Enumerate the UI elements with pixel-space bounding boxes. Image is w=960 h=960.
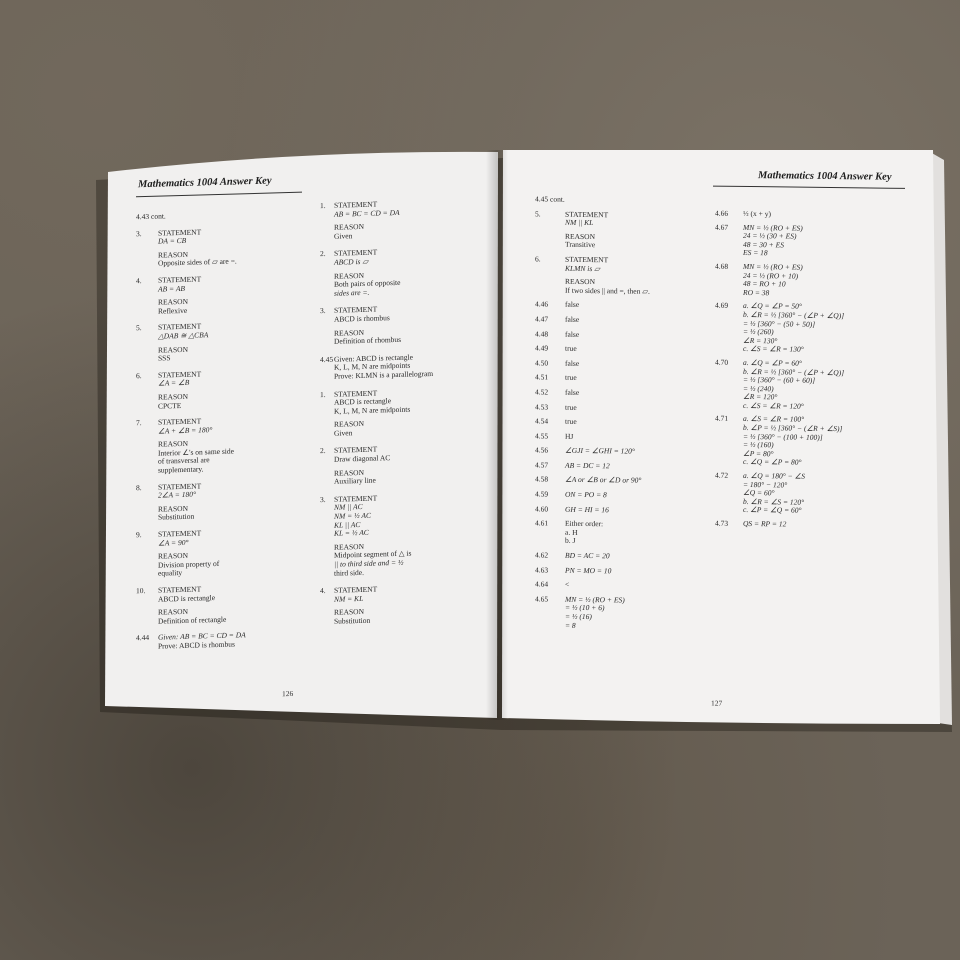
answer-entry <box>535 255 710 297</box>
answer-line: ∠A or ∠B or ∠D or 90° <box>565 475 642 486</box>
answer-line: K, L, M, N are midpoints <box>334 404 411 416</box>
answer-number: 4.54 <box>535 416 549 426</box>
answer-line: Draw diagonal AC <box>334 453 391 464</box>
answer-body <box>158 482 201 523</box>
answer-body <box>565 403 577 412</box>
left-header-rule <box>136 192 302 198</box>
answer-body <box>334 388 410 438</box>
answer-number: 4.52 <box>535 387 549 397</box>
answer-line: NM = KL <box>334 593 364 604</box>
answer-number: 4.48 <box>535 328 549 339</box>
answer-number: 7. <box>136 418 142 428</box>
right-page-number: 127 <box>711 698 723 708</box>
answer-line: ∠A = 90° <box>158 537 189 548</box>
answer-line: true <box>565 343 577 354</box>
answer-line: c. ∠S = ∠R = 120° <box>743 400 804 411</box>
answer-entry <box>535 505 710 516</box>
answer-number: 4.47 <box>535 314 549 324</box>
answer-body <box>565 462 610 471</box>
answer-body <box>565 581 569 590</box>
answer-body <box>565 389 579 398</box>
answer-line: REASON <box>334 607 365 618</box>
answer-entry <box>535 359 710 370</box>
answer-line: AB = DC = 12 <box>565 460 610 471</box>
answer-body <box>158 323 208 364</box>
answer-line: NM || AC <box>334 502 363 513</box>
answer-entry <box>320 583 490 627</box>
answer-line: Transitive <box>565 240 596 250</box>
answer-line: Definition of rectangle <box>158 614 227 626</box>
answer-line: ABCD is rectangle <box>334 396 392 407</box>
answer-line: = ½ [360° − (100 + 100)] <box>743 431 823 442</box>
answer-body <box>565 520 603 546</box>
answer-line: 48 = RO + 10 <box>743 279 786 289</box>
answer-line: KLMN is ▱ <box>565 263 600 273</box>
answer-line: STATEMENT <box>565 254 609 265</box>
answer-entry <box>136 630 316 652</box>
answer-line: REASON <box>334 467 365 478</box>
answer-body <box>565 374 577 383</box>
answer-line: = ½ (16) <box>565 611 592 622</box>
answer-line: false <box>565 300 580 310</box>
answer-number: 4.70 <box>715 357 729 367</box>
answer-body <box>334 493 411 578</box>
answer-line: STATEMENT <box>158 528 202 539</box>
right-header-rule <box>713 186 905 189</box>
answer-body <box>565 552 610 561</box>
answer-line: Reflexive <box>158 305 188 316</box>
right-page-header: Mathematics 1004 Answer Key <box>758 170 892 183</box>
answer-entry <box>535 345 710 356</box>
answer-number: 4.44 <box>136 633 150 643</box>
answer-entry <box>535 595 710 632</box>
answer-line: NM = ½ AC <box>334 510 372 521</box>
left-page-number: 126 <box>282 688 294 699</box>
answer-line: REASON <box>158 391 189 402</box>
answer-line: STATEMENT <box>158 416 202 427</box>
answer-number: 6. <box>535 254 541 264</box>
answer-body <box>565 316 579 325</box>
answer-line: ABCD is rectangle <box>158 592 216 604</box>
answer-body <box>565 418 577 427</box>
answer-body <box>334 586 377 627</box>
answer-number: 4.68 <box>715 261 729 271</box>
answer-entry <box>136 320 316 364</box>
answer-line: a. ∠S = ∠R = 100° <box>743 414 805 425</box>
answer-line: REASON <box>158 439 189 449</box>
answer-number: 4.45 <box>320 354 334 364</box>
answer-line: STATEMENT <box>334 247 378 259</box>
answer-line: = ½ (160) <box>743 440 774 450</box>
answer-number: 4.69 <box>715 300 729 311</box>
answer-line: Given <box>334 428 353 438</box>
answer-line: ∠A = ∠B <box>158 378 190 388</box>
answer-body <box>334 248 400 298</box>
answer-line: STATEMENT <box>158 274 202 285</box>
answer-number: 4.63 <box>535 565 549 575</box>
answer-line: = ½ [360° − (60 + 60)] <box>743 375 816 385</box>
answer-line: ∠Q = 60° <box>743 488 775 498</box>
answer-entry <box>136 208 316 222</box>
answer-line: K, L, M, N are midpoints <box>334 360 411 373</box>
answer-line: STATEMENT <box>565 209 609 219</box>
left-page-header: Mathematics 1004 Answer Key <box>138 175 272 191</box>
answer-entry <box>535 195 710 206</box>
answer-body <box>158 370 201 411</box>
answer-number: 2. <box>320 446 326 456</box>
answer-body <box>158 585 226 626</box>
answer-line: REASON <box>158 249 189 260</box>
right-column-2 <box>715 210 920 536</box>
answer-number: 2. <box>320 249 326 259</box>
answer-number: 4.59 <box>535 489 549 499</box>
answer-line: QS = RP = 12 <box>743 518 787 529</box>
answer-line: △DAB ≅ △CBA <box>158 330 209 341</box>
answer-body <box>158 529 219 579</box>
answer-line: DA = CB <box>158 236 187 246</box>
answer-body <box>565 596 625 631</box>
answer-number: 4.51 <box>535 372 549 382</box>
answer-line: HJ <box>565 431 574 441</box>
answer-entry <box>715 415 920 469</box>
answer-body <box>565 301 579 310</box>
answer-body <box>743 302 844 355</box>
answer-entry <box>320 386 490 439</box>
answer-line: STATEMENT <box>334 493 378 504</box>
answer-entry <box>136 526 316 579</box>
answer-line: REASON <box>334 222 365 232</box>
answer-line: = ½ [360° − (50 + 50)] <box>743 318 816 329</box>
answer-entry <box>320 246 490 299</box>
answer-line: sides are =. <box>334 287 370 298</box>
answer-line: = ½ (240) <box>743 383 774 393</box>
answer-entry <box>715 223 920 260</box>
answer-line: Both pairs of opposite <box>334 278 401 289</box>
answer-line: ∠R = 120° <box>743 392 778 402</box>
answer-entry <box>535 490 710 501</box>
answer-line: true <box>565 416 577 426</box>
answer-entry <box>136 479 316 523</box>
answer-line: REASON <box>565 231 596 241</box>
answer-entry <box>535 461 710 472</box>
answer-line: < <box>565 579 570 590</box>
answer-number: 9. <box>136 530 142 540</box>
answer-body <box>158 275 201 316</box>
answer-entry <box>535 432 710 443</box>
right-page <box>503 145 935 720</box>
answer-line: false <box>565 329 580 339</box>
answer-entry <box>715 210 920 221</box>
answer-line: STATEMENT <box>334 584 378 595</box>
answer-line: 2∠A = 180° <box>158 489 196 500</box>
answer-body <box>334 353 433 382</box>
answer-number: 4.56 <box>535 445 549 455</box>
answer-body <box>565 330 579 339</box>
answer-body <box>743 520 786 529</box>
answer-number: 4.64 <box>535 579 549 589</box>
answer-body <box>743 210 771 219</box>
answer-line: KL || AC <box>334 519 361 530</box>
answer-entry <box>535 374 710 385</box>
answer-line: Opposite sides of ▱ are =. <box>158 256 237 269</box>
answer-line: REASON <box>334 541 365 552</box>
answer-number: 3. <box>136 228 142 238</box>
answer-entry <box>715 358 920 412</box>
answer-body <box>743 472 805 516</box>
answer-line: b. ∠R = ½ [360° − (∠P + ∠Q)] <box>743 366 845 377</box>
answer-line: STATEMENT <box>158 369 202 380</box>
answer-entry <box>715 520 920 531</box>
answer-line: STATEMENT <box>158 321 202 333</box>
answer-body <box>743 359 844 412</box>
answer-number: 4.57 <box>535 460 549 470</box>
answer-line: of transversal are <box>158 455 210 467</box>
answer-line: false <box>565 314 580 324</box>
answer-entry <box>535 551 710 562</box>
answer-line: MN = ½ (RO + ES) <box>743 261 803 272</box>
answer-line: KL = ½ AC <box>334 527 369 538</box>
answer-line: ∠A + ∠B = 180° <box>158 424 213 436</box>
answer-line: c. ∠S = ∠R = 130° <box>743 344 804 354</box>
answer-line: third side. <box>334 567 364 578</box>
answer-number: 3. <box>320 306 326 316</box>
answer-entry <box>136 367 316 411</box>
answer-body <box>565 345 577 354</box>
answer-number: 4.66 <box>715 208 729 218</box>
answer-entry <box>136 582 316 626</box>
answer-entry <box>715 263 920 300</box>
right-column-1 <box>535 195 710 637</box>
answer-line: MN = ½ (RO + ES) <box>743 222 803 233</box>
answer-line: c. ∠P = ∠Q = 60° <box>743 505 802 516</box>
answer-line: STATEMENT <box>334 388 378 399</box>
answer-line: Given: AB = BC = CD = DA <box>158 630 246 643</box>
answer-body <box>565 476 641 486</box>
left-column-2 <box>320 197 490 635</box>
left-column-1 <box>136 208 316 660</box>
answer-line: equality <box>158 568 183 579</box>
answer-line: = ½ (260) <box>743 327 774 337</box>
answer-entry <box>535 476 710 487</box>
answer-number: 4.61 <box>535 518 549 528</box>
answer-line: Substitution <box>158 512 195 523</box>
answer-line: PN = MO = 10 <box>565 565 612 575</box>
left-page <box>110 139 498 715</box>
answer-line: Definition of rhombus <box>334 334 402 346</box>
answer-number: 1. <box>320 389 326 399</box>
answer-line: Given: ABCD is rectangle <box>334 352 413 364</box>
answer-line: ∠P = 80° <box>743 448 774 459</box>
answer-line: Auxiliary line <box>334 475 376 486</box>
answer-number: 4.46 <box>535 299 549 309</box>
answer-line: STATEMENT <box>158 584 202 595</box>
answer-entry <box>535 403 710 414</box>
answer-line: AB = AB <box>158 283 186 294</box>
answer-entry <box>715 472 920 517</box>
answer-line: = ½ (10 + 6) <box>565 603 605 613</box>
answer-number: 6. <box>136 370 142 380</box>
answer-line: AB = BC = CD = DA <box>334 207 400 219</box>
answer-line: true <box>565 373 577 383</box>
answer-entry <box>535 315 710 326</box>
answer-body <box>334 446 390 487</box>
answer-line: ∠R = 130° <box>743 335 778 346</box>
answer-line: false <box>565 387 580 397</box>
answer-line: a. ∠Q = 180° − ∠S <box>743 470 805 481</box>
answer-line: RO = 38 <box>743 287 770 298</box>
answer-body <box>565 432 573 441</box>
answer-number: 4.62 <box>535 550 549 560</box>
answer-line: supplementary. <box>158 464 204 475</box>
answer-number: 4.65 <box>535 594 549 604</box>
answer-line: a. ∠Q = ∠P = 50° <box>743 301 802 311</box>
answer-line: STATEMENT <box>334 199 378 210</box>
answer-line: REASON <box>158 344 189 355</box>
answer-entry <box>535 566 710 577</box>
answer-line: ABCD is rhombus <box>334 313 390 324</box>
answer-body <box>565 359 579 368</box>
answer-line: 48 = 30 + ES <box>743 239 784 250</box>
answer-line: = 8 <box>565 620 576 630</box>
answer-line: REASON <box>158 607 189 617</box>
answer-line: ½ (x + y) <box>743 208 771 219</box>
answer-line: b. ∠R = ∠S = 120° <box>743 496 805 507</box>
answer-line: If two sides || and =, then ▱. <box>565 285 650 296</box>
answer-line: Prove: ABCD is rhombus <box>158 639 235 651</box>
answer-body <box>565 447 635 456</box>
answer-number: 4.72 <box>715 470 729 480</box>
answer-line: 24 = ½ (30 + ES) <box>743 231 797 241</box>
answer-entry <box>535 388 710 399</box>
answer-line: GH = HI = 16 <box>565 504 609 514</box>
answer-body <box>743 224 803 259</box>
answer-number: 10. <box>136 586 146 596</box>
answer-number: 1. <box>320 200 326 211</box>
answer-number: 4.67 <box>715 222 729 232</box>
answer-body <box>565 210 608 250</box>
answer-line: b. ∠P = ½ [360° − (∠R + ∠S)] <box>743 422 843 434</box>
answer-number: 4.73 <box>715 518 729 528</box>
answer-entry <box>535 447 710 458</box>
answer-number: 5. <box>535 208 541 219</box>
answer-body <box>334 200 400 241</box>
answer-body <box>158 417 234 476</box>
answer-entry <box>535 520 710 548</box>
answer-number: 4.71 <box>715 414 729 424</box>
answer-line: Interior ∠'s on same side <box>158 446 234 458</box>
answer-line: ES = 18 <box>743 248 768 258</box>
answer-line: a. ∠Q = ∠P = 60° <box>743 357 802 368</box>
answer-number: 4.49 <box>535 343 549 353</box>
answer-line: ∠GJI = ∠GHI = 120° <box>565 446 635 456</box>
answer-entry <box>715 302 920 356</box>
answer-line: NM || KL <box>565 217 594 228</box>
answer-entry <box>320 491 490 578</box>
answer-line: STATEMENT <box>158 481 202 492</box>
answer-line: REASON <box>158 551 189 561</box>
answer-entry <box>535 330 710 341</box>
answer-body <box>334 305 401 346</box>
answer-entry <box>136 225 316 269</box>
answer-number: 4.43 cont. <box>136 211 166 222</box>
answer-number: 8. <box>136 482 142 492</box>
answer-line: REASON <box>158 503 189 514</box>
answer-body <box>565 505 609 514</box>
answer-line: REASON <box>158 296 189 307</box>
answer-number: 4.55 <box>535 431 549 441</box>
answer-number: 5. <box>136 323 142 333</box>
answer-line: || to third side and = ½ <box>334 557 404 569</box>
answer-number: 4.50 <box>535 358 549 368</box>
answer-entry <box>535 417 710 428</box>
answer-number: 4. <box>320 586 326 596</box>
answer-number: 4.58 <box>535 474 549 485</box>
answer-line: ABCD is ▱ <box>334 256 369 267</box>
answer-line: REASON <box>334 327 365 338</box>
answer-line: 24 = ½ (RO + 10) <box>743 270 799 281</box>
answer-line: = 180° − 120° <box>743 479 788 490</box>
answer-entry <box>136 414 316 476</box>
answer-line: REASON <box>334 270 365 281</box>
answer-line: Prove: KLMN is a parallelogram <box>334 368 434 381</box>
answer-line: b. ∠R = ½ [360° − (∠P + ∠Q)] <box>743 309 845 321</box>
answer-entry <box>320 351 490 382</box>
answer-line: MN = ½ (RO + ES) <box>565 594 625 605</box>
answer-line: Midpoint segment of △ is <box>334 548 412 561</box>
answer-entry <box>535 581 710 592</box>
answer-body <box>743 415 842 468</box>
answer-entry <box>535 301 710 312</box>
answer-body <box>565 256 650 296</box>
answer-entry <box>535 210 710 252</box>
answer-number: 4. <box>136 276 142 286</box>
answer-number: 4.60 <box>535 504 549 514</box>
answer-body <box>565 566 611 575</box>
answer-entry <box>136 272 316 316</box>
answer-line: BD = AC = 20 <box>565 550 610 561</box>
answer-line: false <box>565 358 580 368</box>
answer-entry <box>320 443 490 487</box>
answer-line: STATEMENT <box>334 445 378 456</box>
answer-line: CPCTE <box>158 400 182 411</box>
answer-entry <box>320 197 490 241</box>
answer-line: c. ∠Q = ∠P = 80° <box>743 457 802 468</box>
answer-body <box>158 632 246 652</box>
answer-line: Either order: <box>565 519 604 529</box>
answer-line: STATEMENT <box>334 304 378 316</box>
answer-line: SSS <box>158 353 171 363</box>
answer-body <box>743 263 803 298</box>
answer-line: Division property of <box>158 558 220 570</box>
answer-line: STATEMENT <box>158 227 202 238</box>
answer-line: b. J <box>565 536 576 546</box>
answer-line: REASON <box>565 276 596 287</box>
answer-line: Given <box>334 231 353 241</box>
answer-line: a. H <box>565 527 578 537</box>
answer-line: true <box>565 402 577 412</box>
answer-entry <box>320 303 490 347</box>
answer-body <box>158 227 237 269</box>
answer-line: Substitution <box>334 615 371 626</box>
answer-body <box>565 491 607 500</box>
answer-line: ON = PO = 8 <box>565 489 607 500</box>
answer-line: REASON <box>334 419 365 430</box>
answer-number: 4.53 <box>535 401 549 412</box>
answer-number: 4.45 cont. <box>535 194 565 204</box>
answer-number: 3. <box>320 494 326 504</box>
